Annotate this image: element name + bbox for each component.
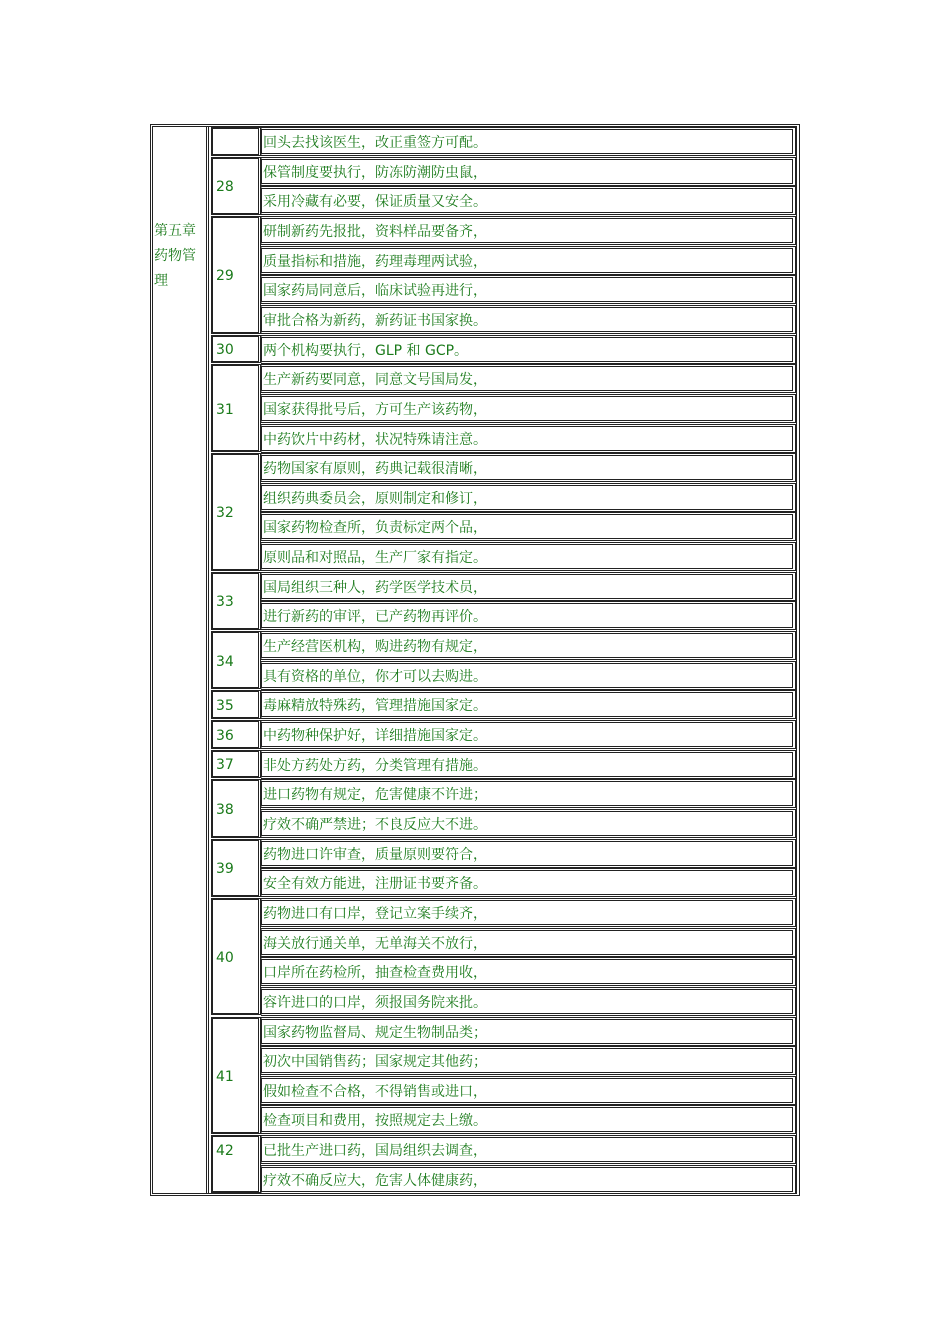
item-number: 39 (216, 861, 234, 878)
row-text: 检查项目和费用，按照规定去上缴。 (263, 1113, 487, 1130)
table-row (261, 750, 796, 779)
item-number: 29 (216, 268, 234, 285)
row-text: 药物国家有原则，药典记载很清晰， (263, 461, 487, 478)
item-number: 36 (216, 727, 234, 744)
table-row (261, 1105, 796, 1134)
table-row (261, 424, 796, 453)
row-text: 药物进口有口岸，登记立案手续齐， (263, 905, 487, 922)
table-row (261, 275, 796, 304)
row-text: 组织药典委员会，原则制定和修订， (263, 490, 487, 507)
item-number: 41 (216, 1068, 234, 1085)
number-cell (211, 1135, 261, 1193)
table-row (261, 157, 796, 186)
row-text: 审批合格为新药，新药证书国家换。 (263, 312, 487, 329)
table-row (261, 601, 796, 630)
number-cell (211, 631, 261, 689)
row-text: 生产经营医机构，购进药物有规定， (263, 639, 487, 656)
table-row (261, 216, 796, 245)
row-text: 已批生产进口药，国局组织去调查， (263, 1143, 487, 1160)
row-text: 非处方药处方药，分类管理有措施。 (263, 757, 487, 774)
row-text: 原则品和对照品，生产厂家有指定。 (263, 550, 487, 567)
table-row (261, 572, 796, 601)
row-text: 疗效不确严禁进；不良反应大不进。 (263, 816, 487, 833)
chapter-label-line: 第五章 (154, 223, 196, 239)
row-text: 具有资格的单位，你才可以去购进。 (263, 668, 487, 685)
table-row (261, 779, 796, 808)
row-text: 国家获得批号后，方可生产该药物， (263, 401, 487, 418)
row-text: 质量指标和措施，药理毒理两试验， (263, 253, 487, 270)
number-cell (211, 779, 261, 837)
number-cell (211, 157, 261, 215)
row-text: 两个机构要执行，GLP 和 GCP。 (263, 342, 469, 359)
row-text: 初次中国销售药；国家规定其他药； (263, 1054, 487, 1071)
item-number: 37 (216, 757, 234, 774)
row-text: 口岸所在药检所，抽查检查费用收， (263, 965, 487, 982)
row-text: 采用冷藏有必要，保证质量又安全。 (263, 194, 487, 211)
number-cell (211, 690, 261, 719)
row-text: 保管制度要执行，防冻防潮防虫鼠， (263, 164, 487, 181)
table-row (261, 1017, 796, 1046)
item-number: 35 (216, 698, 234, 715)
table-row (261, 720, 796, 749)
table-row (261, 1046, 796, 1075)
table-row (261, 868, 796, 897)
table-row (261, 661, 796, 690)
row-text: 安全有效方能进，注册证书要齐备。 (263, 876, 487, 893)
chapter-label (154, 219, 208, 294)
item-number: 38 (216, 801, 234, 818)
row-text: 疗效不确反应大，危害人体健康药， (263, 1172, 487, 1189)
number-cell (211, 453, 261, 571)
row-text: 毒麻精放特殊药，管理措施国家定。 (263, 698, 487, 715)
row-text: 海关放行通关单，无单海关不放行， (263, 935, 487, 952)
table-row (261, 1165, 796, 1194)
table-row (261, 512, 796, 541)
number-cell (211, 127, 261, 156)
row-text: 容许进口的口岸，须报国务院来批。 (263, 994, 487, 1011)
number-cell (211, 1017, 261, 1135)
number-cell (211, 364, 261, 452)
item-number: 32 (216, 505, 234, 522)
table-row (261, 1135, 796, 1164)
table-row (261, 394, 796, 423)
row-text: 假如检查不合格，不得销售或进口， (263, 1083, 487, 1100)
row-text: 中药物种保护好，详细措施国家定。 (263, 728, 487, 744)
table-row (261, 364, 796, 393)
table-row (261, 987, 796, 1016)
number-cell (211, 720, 261, 749)
item-number: 33 (216, 594, 234, 611)
row-text: 药物进口许审查，质量原则要符合， (263, 846, 487, 863)
number-cell (211, 839, 261, 897)
table-row (261, 542, 796, 571)
table-row (261, 335, 796, 364)
number-cell (211, 898, 261, 1016)
number-cell (211, 335, 261, 364)
table-row (261, 690, 796, 719)
table-row (261, 186, 796, 215)
number-cell (211, 572, 261, 630)
item-number: 31 (216, 401, 234, 418)
table-row (261, 127, 796, 156)
row-text: 进口药物有规定，危害健康不许进； (263, 787, 487, 804)
row-text: 回头去找该医生，改正重签方可配。 (263, 135, 487, 151)
row-text: 中药饮片中药材，状况特殊请注意。 (263, 431, 487, 448)
table-row (261, 928, 796, 957)
number-cell (211, 216, 261, 334)
row-text: 国局组织三种人，药学医学技术员， (263, 579, 487, 596)
table-row (261, 483, 796, 512)
chapter-label-line: 理 (154, 273, 168, 289)
row-text: 国家药物检查所，负责标定两个品， (263, 520, 487, 537)
item-number: 30 (216, 342, 234, 359)
table-row (261, 631, 796, 660)
table-row (261, 453, 796, 482)
item-number: 28 (216, 179, 234, 196)
table-row (261, 957, 796, 986)
table-row (261, 246, 796, 275)
row-text: 进行新药的审评，已产药物再评价。 (263, 609, 487, 626)
table-row (261, 305, 796, 334)
table-row (261, 898, 796, 927)
table-row (261, 839, 796, 868)
number-cell (211, 750, 261, 779)
table-row (261, 809, 796, 838)
item-number: 34 (216, 653, 234, 670)
row-text: 国家药局同意后，临床试验再进行， (263, 283, 487, 300)
row-text: 研制新药先报批，资料样品要备齐， (263, 223, 487, 240)
row-text: 生产新药要同意，同意文号国局发， (263, 372, 487, 389)
row-text: 国家药物监督局、规定生物制品类； (263, 1024, 487, 1041)
item-number: 40 (216, 950, 234, 967)
item-number: 42 (216, 1143, 234, 1160)
chapter-label-line: 药物管 (154, 248, 196, 264)
table-row (261, 1076, 796, 1105)
